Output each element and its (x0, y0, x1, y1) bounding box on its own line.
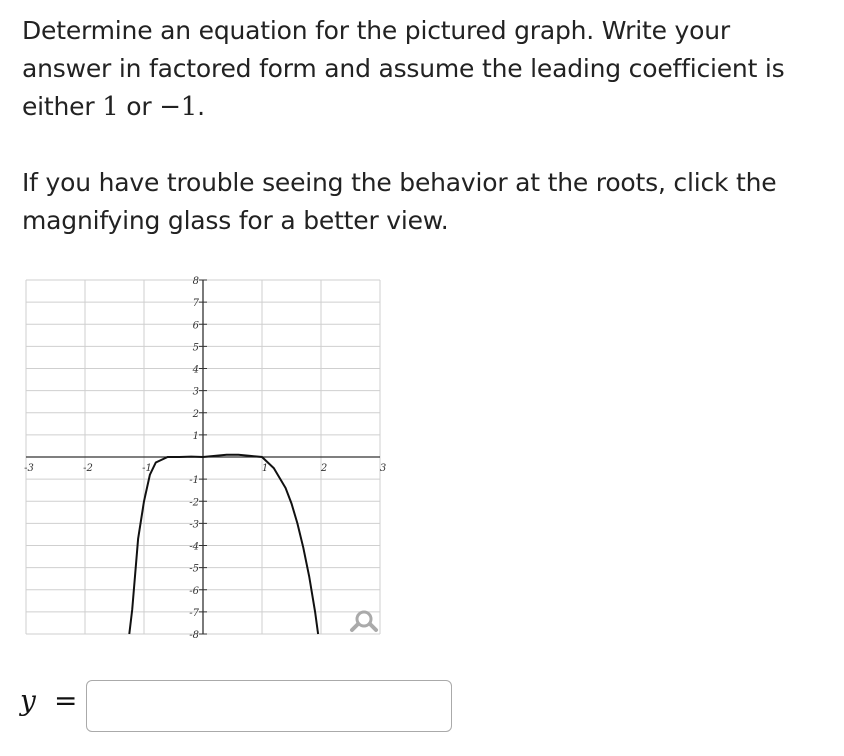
graph-curve (129, 455, 318, 634)
question-or-word: or (118, 92, 160, 121)
y-tick-label: 2 (192, 408, 199, 420)
y-tick-label: -1 (189, 475, 199, 487)
magnifying-glass-icon[interactable] (352, 612, 376, 630)
y-tick-label: 8 (192, 276, 199, 287)
hint-line-2: magnifying glass for a better view. (22, 206, 449, 235)
answer-row (20, 680, 460, 734)
answer-equals-sign: = (54, 684, 78, 717)
y-tick-label: -7 (189, 607, 199, 619)
x-tick-label: 1 (261, 463, 269, 474)
coefficient-positive: 1 (102, 92, 119, 122)
coefficient-negative: −1 (159, 92, 198, 122)
x-tick-label: 3 (379, 463, 387, 474)
question-paragraph (22, 12, 822, 126)
question-line-3-prefix: either (22, 92, 103, 121)
x-tick-label: -2 (83, 463, 93, 474)
y-tick-label: -4 (189, 541, 199, 553)
y-tick-label: 6 (192, 320, 199, 332)
tick-labels (24, 276, 386, 641)
x-tick-label: 2 (320, 463, 328, 474)
y-tick-label: -3 (189, 519, 199, 531)
y-tick-label: 1 (192, 430, 199, 442)
polynomial-graph (18, 272, 390, 642)
x-tick-label: -1 (142, 463, 152, 474)
y-tick-label: -8 (189, 630, 199, 641)
y-tick-label: 7 (192, 298, 199, 310)
hint-line-1: If you have trouble seeing the behavior at the roots, click the (22, 168, 777, 197)
question-line-2: answer in factored form and assume the leading coefficient is (22, 54, 785, 83)
y-tick-label: -2 (189, 497, 199, 509)
hint-paragraph (22, 164, 822, 240)
y-tick-label: -6 (189, 585, 199, 597)
y-tick-label: 4 (192, 364, 199, 376)
answer-y-label: y (20, 684, 36, 717)
question-period: . (197, 92, 205, 121)
y-tick-label: -5 (189, 563, 199, 575)
answer-input[interactable] (86, 680, 452, 732)
question-text (22, 12, 822, 240)
y-tick-label: 5 (192, 342, 199, 354)
question-line-1: Determine an equation for the pictured graph. Write your (22, 16, 730, 45)
y-tick-label: 3 (192, 386, 199, 398)
x-tick-label: -3 (24, 463, 34, 474)
